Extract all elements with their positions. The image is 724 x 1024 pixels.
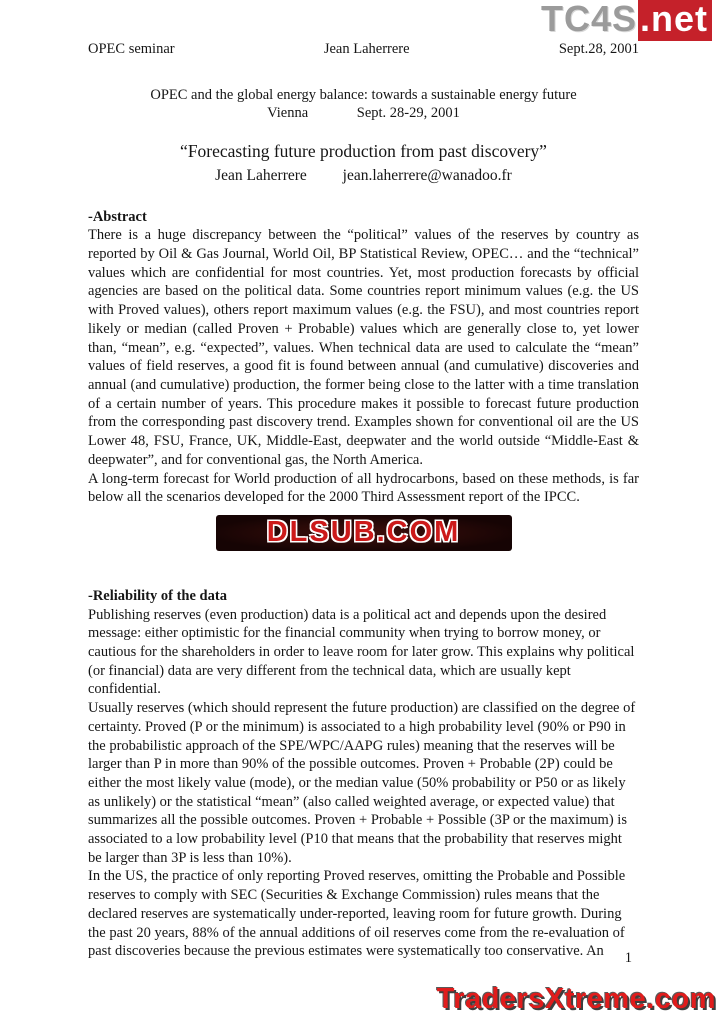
tradersxtreme-watermark: TradersXtreme.com	[436, 983, 716, 1015]
tc4s-watermark-text: TC4S	[540, 0, 637, 39]
dlsub-watermark: DLSUB.COM	[216, 515, 512, 551]
conference-dates: Sept. 28-29, 2001	[356, 105, 460, 122]
header-author-label: Jean Laherrere	[323, 41, 410, 57]
reliability-paragraph-2: Usually reserves (which should represent the future production) are classified on the degree of certainty. Proved (P or the minimum) is associated to a high probability level (90% or P90 in the probabilistic approach of the SPE/WPC/AAPG rules) meaning that the reserves will be larger than P in more than 90% of the possible outcomes. Proven + Probable (2P) could be either the most likely value (mode), or the median value (50% probability or P50 or as likely as unlikely) or the statistical “mean” (also called weighted average, or expected value) that summarizes all the possible outcomes. Proven + Probable + Possible (3P or the maximum) is associated to a low probability level (P10 that means that the probability that reserves might be larger than 3P is less than 10%).	[88, 700, 636, 866]
abstract-heading: -Abstract	[88, 208, 147, 225]
author-email: jean.laherrere@wanadoo.fr	[342, 166, 512, 184]
abstract-paragraph-1: There is a huge discrepancy between the “political” values of the reserves by country as reported by Oil & Gas Journal, World Oil, BP Statistical Review, OPEC… and the “technical” values which are confidential for most countries. Yet, most production forecasts by official agencies are based on the political data. Some countries report minimum values (e.g. the US with Proved values), others report maximum values (e.g. the FSU), and most countries report likely or median (called Proven + Probable) values which are generally close to, yet lower than, “mean”, e.g. “expected”, values. When technical data are used to calculate the “mean” values of field reserves, a good fit is found between annual (and cumulative) discoveries and annual (and cumulative) production, the former being close to the latter with a time translation of a certain number of years. This procedure makes it possible to forecast future production from the corresponding past discovery trend. Examples shown for conventional oil are the US Lower 48, FSU, France, UK, Middle-East, deepwater and the world outside “Middle-East & deepwater”, and for conventional gas, the North America.	[88, 227, 639, 468]
paper-title: “Forecasting future production from past discovery”	[180, 141, 547, 162]
page-number: 1	[624, 950, 632, 966]
page-content	[88, 40, 639, 961]
header-seminar-label: OPEC seminar	[88, 41, 175, 57]
tc4s-watermark-net-badge: .net	[638, 0, 712, 41]
reliability-heading: -Reliability of the data	[88, 587, 227, 604]
tc4s-watermark	[541, 0, 712, 38]
conference-location: Vienna	[267, 105, 309, 122]
conference-location-date-line	[88, 104, 639, 123]
reliability-paragraph-1: Publishing reserves (even production) data is a political act and depends upon the desired message: either optimistic for the financial community when trying to borrow money, or cautious for the shareholders in order to leave room for later grow. This explains why political (or financial) data are very different from the technical data, which are usually kept confidential.	[88, 606, 635, 698]
running-header	[88, 40, 639, 59]
author-line	[88, 166, 639, 186]
author-name: Jean Laherrere	[215, 166, 307, 184]
abstract-paragraph-2: A long-term forecast for World production of all hydrocarbons, based on these methods, is far below all the scenarios developed for the 2000 Third Assessment report of the IPCC.	[88, 470, 639, 506]
conference-title: OPEC and the global energy balance: towards a sustainable energy future	[150, 86, 577, 103]
header-date-label: Sept.28, 2001	[558, 41, 639, 57]
reliability-paragraph-3: In the US, the practice of only reporting Proved reserves, omitting the Probable and Possible reserves to comply with SEC (Securities & Exchange Commission) rules means that the declared reserves are systematically under-reported, leaving room for future growth. During the past 20 years, 88% of the annual additions of oil reserves come from the re-evaluation of past discoveries because the previous estimates were systematically too conservative. An	[88, 868, 626, 960]
